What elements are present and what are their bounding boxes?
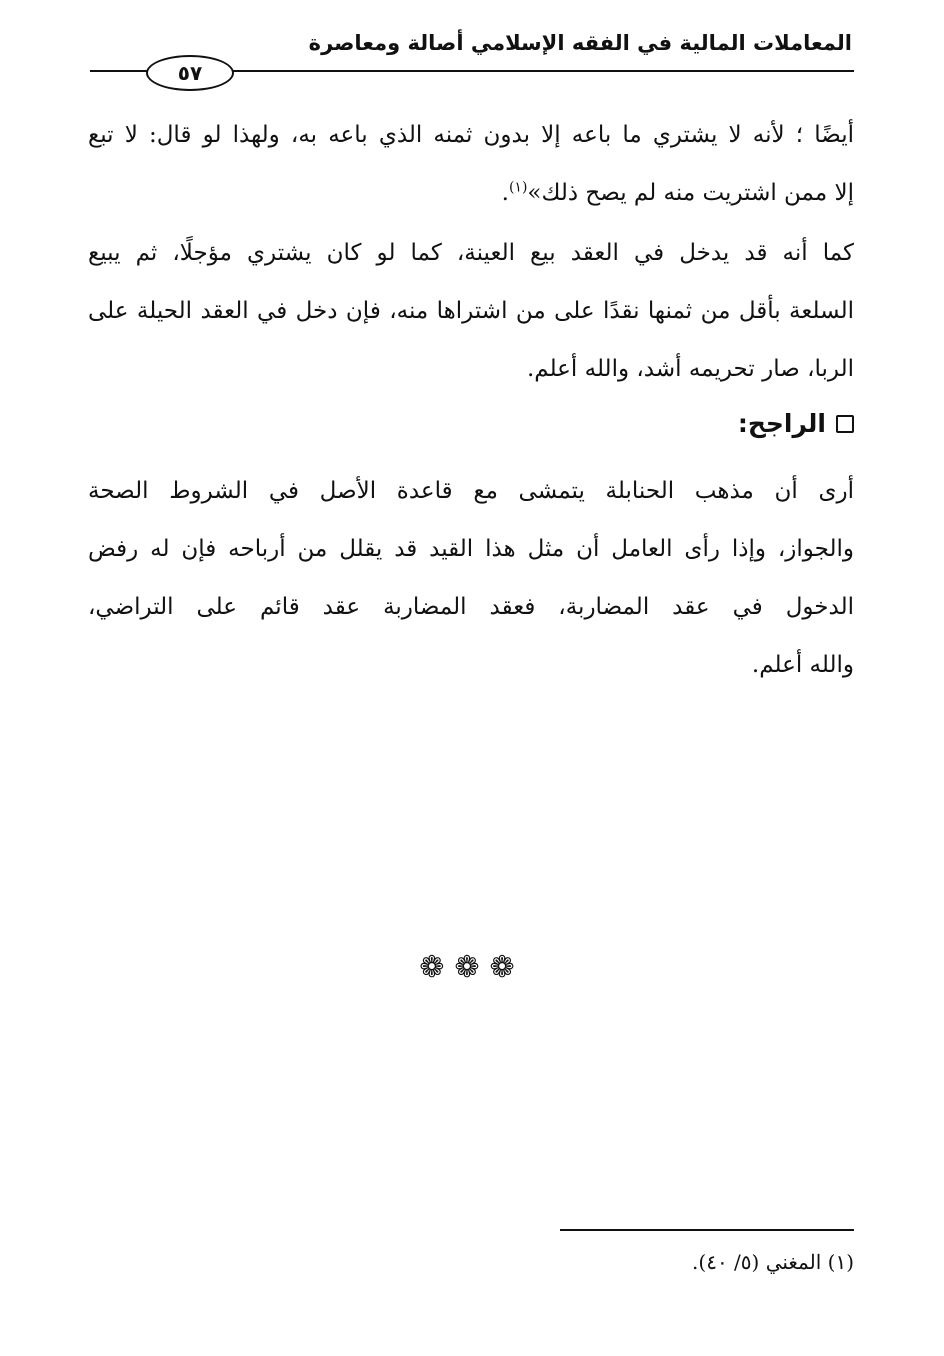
paragraph-1-tail: .	[501, 180, 509, 206]
footnote-rule	[560, 1229, 854, 1231]
paragraph-3-line-1: أرى أن مذهب الحنابلة يتمشى مع قاعدة الأصل في الشروط الصحة	[88, 478, 854, 504]
paragraph-1-line-2	[88, 164, 854, 222]
page-number: ٥٧	[146, 55, 234, 91]
paragraph-2	[88, 224, 854, 398]
paragraph-2-line-2: السلعة بأقل من ثمنها نقدًا على من اشتراها منه، فإن دخل في العقد الحيلة على	[88, 298, 854, 324]
paragraph-1-line-2-text: إلا ممن اشتريت منه لم يصح ذلك»	[527, 180, 854, 206]
paragraph-1	[88, 106, 854, 222]
paragraph-3-line-3: الدخول في عقد المضاربة، فعقد المضاربة عقد قائم على التراضي،	[88, 594, 854, 620]
paragraph-3-line-4: والله أعلم.	[751, 652, 854, 678]
paragraph-2-line-1: كما أنه قد يدخل في العقد بيع العينة، كما لو كان يشتري مؤجلًا، ثم يبيع	[88, 240, 854, 266]
footnote: (١) المغني (٥/ ٤٠).	[692, 1250, 854, 1274]
paragraph-3	[88, 462, 854, 694]
running-title: المعاملات المالية في الفقه الإسلامي أصالة ومعاصرة	[308, 31, 852, 55]
square-bullet-icon	[836, 415, 854, 433]
paragraph-1-line-1: أيضًا ؛ لأنه لا يشتري ما باعه إلا بدون ثمنه الذي باعه به، ولهذا لو قال: لا تبع	[88, 122, 854, 148]
paragraph-3-line-2: والجواز، وإذا رأى العامل أن مثل هذا القيد قد يقلل من أرباحه فإن له رفض	[88, 536, 854, 562]
paragraph-2-line-3: الربا، صار تحريمه أشد، والله أعلم.	[526, 356, 854, 382]
footnote-marker: (١)	[508, 179, 528, 196]
ornament-divider-icon: ❁❁❁	[419, 950, 525, 985]
section-heading	[738, 404, 854, 444]
section-heading-text: الراجح:	[737, 409, 826, 438]
